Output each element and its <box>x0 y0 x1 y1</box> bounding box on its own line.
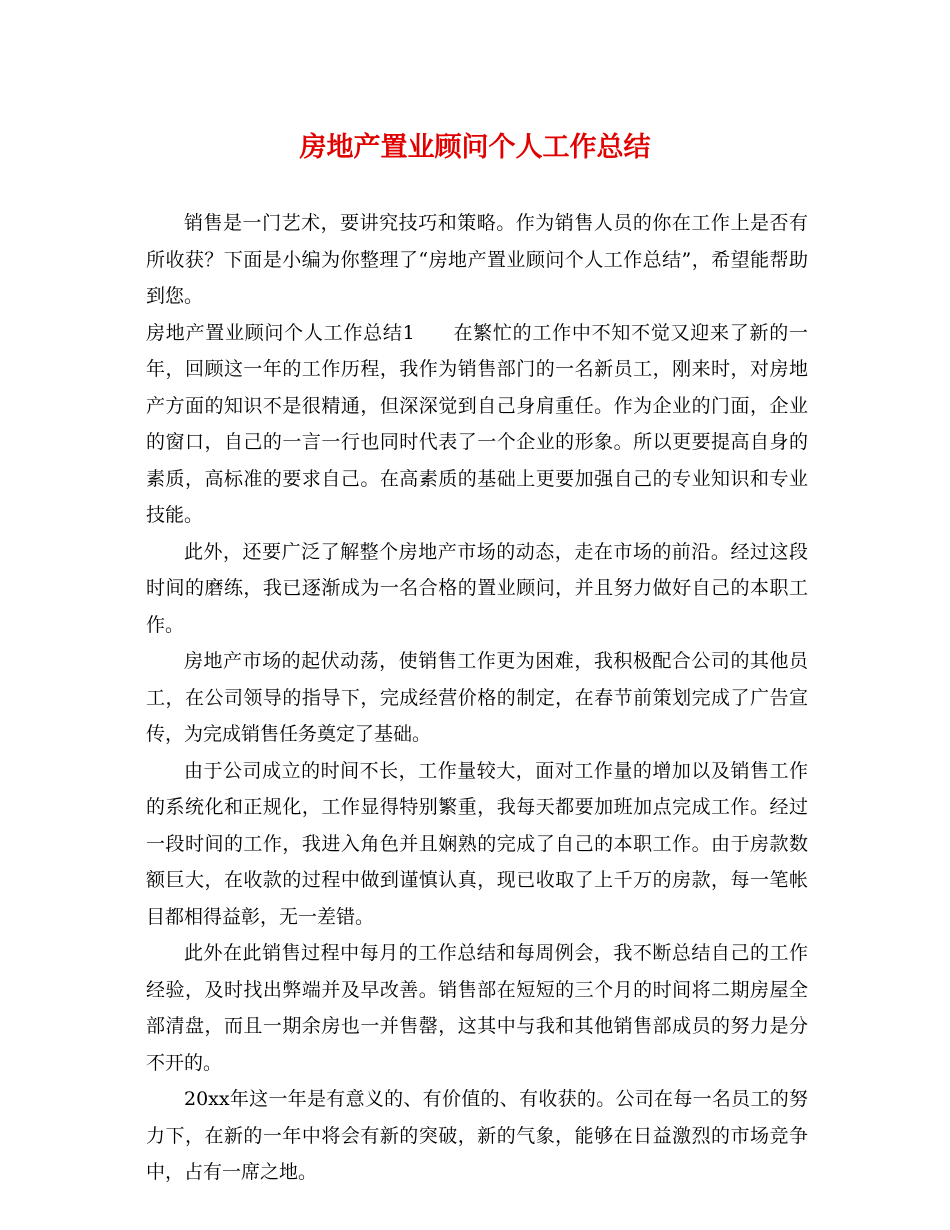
intro-paragraph: 销售是一门艺术，要讲究技巧和策略。作为销售人员的你在工作上是否有所收获？下面是小编为你整理了“房地产置业顾问个人工作总结”，希望能帮助到您。 <box>146 212 808 307</box>
body-paragraph: 此外在此销售过程中每月的工作总结和每周例会，我不断总结自己的工作经验，及时找出弊端并及早改善。销售部在短短的三个月的时间将二期房屋全部清盘，而且一期余房也一并售罄，这其中与我和其他销售部成员的努力是分不开的。 <box>146 942 808 1074</box>
body-paragraph: 20xx年这一年是有意义的、有价值的、有收获的。公司在每一名员工的努力下，在新的一年中将会有新的突破，新的气象，能够在日益激烈的市场竞争中，占有一席之地。 <box>146 1088 808 1183</box>
document-title: 房地产置业顾问个人工作总结 <box>299 132 651 163</box>
section-heading: 房地产置业顾问个人工作总结1 <box>146 321 415 344</box>
section-first-text: 在繁忙的工作中不知不觉又迎来了新的一年，回顾这一年的工作历程，我作为销售部门的一名新员工，刚来时，对房地产方面的知识不是很精通，但深深觉到自己身肩重任。作为企业的门面，企业的窗口，自己的一言一行也同时代表了一个企业的形象。所以更要提高自身的素质，高标准的要求自己。在高素质的基础上更要加强自己的专业知识和专业技能。 <box>146 321 808 526</box>
section-paragraph <box>146 315 808 534</box>
document-body <box>146 205 808 1191</box>
body-paragraph: 由于公司成立的时间不长，工作量较大，面对工作量的增加以及销售工作的系统化和正规化，工作显得特别繁重，我每天都要加班加点完成工作。经过一段时间的工作，我进入角色并且娴熟的完成了自己的本职工作。由于房款数额巨大，在收款的过程中做到谨慎认真，现已收取了上千万的房款，每一笔帐目都相得益彰，无一差错。 <box>146 759 808 928</box>
body-paragraph: 此外，还要广泛了解整个房地产市场的动态，走在市场的前沿。经过这段时间的磨练，我已逐渐成为一名合格的置业顾问，并且努力做好自己的本职工作。 <box>146 540 808 636</box>
body-paragraph: 房地产市场的起伏动荡，使销售工作更为困难，我积极配合公司的其他员工，在公司领导的指导下，完成经营价格的制定，在春节前策划完成了广告宣传，为完成销售任务奠定了基础。 <box>146 650 808 745</box>
